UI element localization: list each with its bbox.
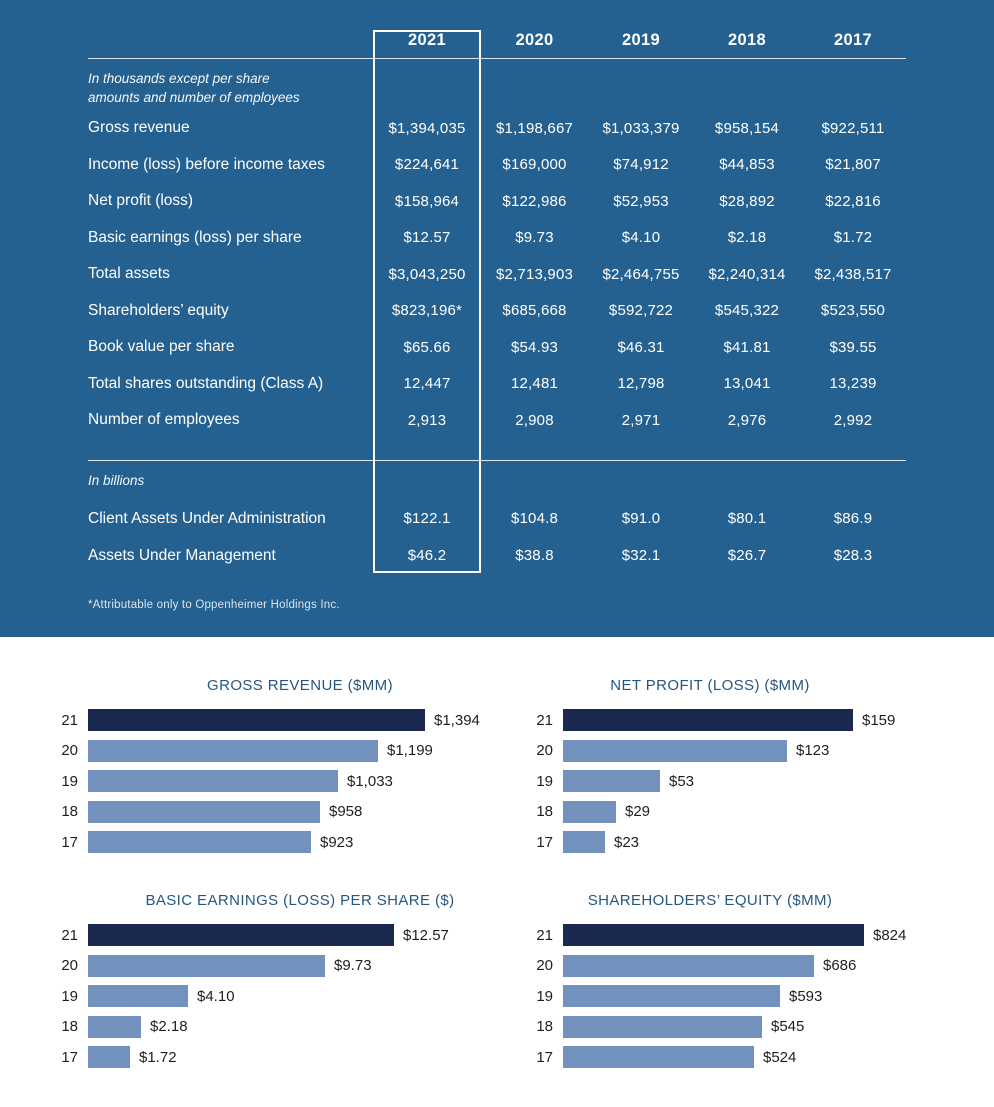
bar bbox=[88, 985, 188, 1007]
section-divider-line bbox=[88, 460, 906, 461]
cell-value: $1,394,035 bbox=[388, 119, 466, 137]
cell-value: $592,722 bbox=[608, 302, 674, 320]
bar-value-label: $12.57 bbox=[403, 926, 449, 944]
bar-value-label: $824 bbox=[873, 926, 907, 944]
chart-basic-eps bbox=[0, 892, 497, 1107]
table-row bbox=[88, 402, 906, 439]
cell-value: $685,668 bbox=[502, 302, 567, 320]
table-row bbox=[88, 147, 906, 184]
bar-row bbox=[0, 736, 497, 767]
bar-row bbox=[0, 705, 497, 736]
row-label: Book value per share bbox=[88, 338, 235, 356]
cell-value: $52,953 bbox=[613, 192, 669, 210]
row-label: Basic earnings (loss) per share bbox=[88, 228, 302, 246]
year-header-2019: 2019 bbox=[622, 31, 660, 49]
bar-value-label: $524 bbox=[763, 1048, 797, 1066]
cell-value: $44,853 bbox=[719, 156, 775, 174]
bar-row bbox=[497, 920, 994, 951]
bar bbox=[563, 831, 605, 853]
row-label: Net profit (loss) bbox=[88, 192, 194, 210]
cell-value: $21,807 bbox=[825, 156, 881, 174]
bar-row bbox=[497, 1012, 994, 1043]
cell-value: $122,986 bbox=[502, 192, 567, 210]
row-label: Shareholders’ equity bbox=[88, 301, 229, 319]
bar bbox=[88, 770, 338, 792]
bar-value-label: $2.18 bbox=[150, 1018, 188, 1036]
bar bbox=[563, 1046, 754, 1068]
bar bbox=[88, 924, 394, 946]
year-label: 17 bbox=[536, 833, 553, 851]
row-label: Total shares outstanding (Class A) bbox=[88, 374, 324, 392]
cell-value: $922,511 bbox=[821, 119, 885, 137]
cell-value: $545,322 bbox=[714, 302, 780, 320]
cell-value: $26.7 bbox=[727, 547, 767, 564]
cell-value: $86.9 bbox=[833, 510, 873, 527]
bar-row bbox=[497, 1042, 994, 1073]
bar-value-label: $923 bbox=[320, 833, 354, 851]
year-label: 19 bbox=[61, 987, 78, 1005]
cell-value: $104.8 bbox=[510, 510, 559, 527]
cell-value: 2,913 bbox=[407, 411, 447, 429]
year-label: 18 bbox=[536, 803, 553, 821]
bar bbox=[88, 1046, 130, 1068]
cell-value: $958,154 bbox=[714, 119, 780, 137]
cell-value: $46.2 bbox=[407, 547, 447, 564]
bar bbox=[88, 801, 320, 823]
header-spacer bbox=[88, 0, 373, 58]
chart-title: NET PROFIT (LOSS) ($MM) bbox=[610, 677, 810, 694]
section-gap bbox=[88, 439, 906, 461]
billions-rows-group bbox=[88, 500, 906, 574]
bar-row bbox=[497, 827, 994, 858]
cell-value: $91.0 bbox=[621, 510, 661, 527]
row-label: Assets Under Management bbox=[88, 546, 276, 564]
bar-value-label: $9.73 bbox=[334, 957, 372, 975]
bar-value-label: $686 bbox=[823, 957, 857, 975]
bar bbox=[563, 709, 853, 731]
bar-value-label: $29 bbox=[625, 803, 651, 821]
bar-row bbox=[0, 981, 497, 1012]
bar-value-label: $53 bbox=[669, 772, 695, 790]
bar-row bbox=[0, 766, 497, 797]
footnote: *Attributable only to Oppenheimer Holdings Inc. bbox=[88, 599, 340, 611]
cell-value: $1,198,667 bbox=[495, 119, 574, 137]
bar bbox=[563, 740, 787, 762]
cell-value: 12,798 bbox=[617, 375, 665, 393]
bar-value-label: $1,033 bbox=[347, 772, 393, 790]
cell-value: 2,992 bbox=[833, 411, 873, 429]
cell-value: 2,908 bbox=[515, 411, 554, 429]
bar-value-label: $123 bbox=[796, 742, 830, 760]
cell-value: $28.3 bbox=[833, 547, 873, 564]
cell-value: $2,438,517 bbox=[814, 265, 892, 283]
year-label: 21 bbox=[61, 926, 78, 944]
year-label: 18 bbox=[61, 1018, 78, 1036]
bar-value-label: $159 bbox=[862, 711, 896, 729]
in-billions-label: In billions bbox=[88, 472, 145, 488]
bar-row bbox=[497, 797, 994, 828]
bar-value-label: $593 bbox=[789, 987, 823, 1005]
bar-value-label: $23 bbox=[614, 833, 640, 851]
bar-value-label: $545 bbox=[771, 1018, 805, 1036]
units-note: In thousands except per share amounts and number of employees bbox=[88, 71, 300, 105]
chart-title: BASIC EARNINGS (LOSS) PER SHARE ($) bbox=[145, 892, 455, 909]
cell-value: $122.1 bbox=[403, 510, 451, 527]
bar bbox=[563, 924, 864, 946]
bar bbox=[563, 1016, 762, 1038]
cell-value: $3,043,250 bbox=[388, 265, 466, 283]
table-row bbox=[88, 293, 906, 330]
bar-value-label: $1,199 bbox=[387, 742, 433, 760]
row-label: Total assets bbox=[88, 265, 170, 283]
bar bbox=[563, 801, 616, 823]
cell-value: $169,000 bbox=[502, 156, 567, 174]
cell-value: $46.31 bbox=[617, 338, 665, 356]
bar bbox=[563, 770, 660, 792]
bar-row bbox=[497, 705, 994, 736]
cell-value: 2,971 bbox=[621, 411, 661, 429]
bar bbox=[88, 709, 425, 731]
bar-row bbox=[497, 981, 994, 1012]
cell-value: $22,816 bbox=[825, 192, 881, 210]
bar bbox=[88, 831, 311, 853]
year-label: 19 bbox=[536, 772, 553, 790]
bar-row bbox=[0, 951, 497, 982]
bar bbox=[88, 1016, 141, 1038]
cell-value: 12,447 bbox=[403, 375, 451, 393]
cell-value: $823,196* bbox=[391, 302, 463, 320]
cell-value: $38.8 bbox=[515, 547, 554, 564]
table-row bbox=[88, 183, 906, 220]
cell-value: $224,641 bbox=[394, 156, 460, 174]
bar-row bbox=[0, 797, 497, 828]
cell-value: 2,976 bbox=[727, 411, 767, 429]
year-label: 17 bbox=[61, 833, 78, 851]
bar bbox=[88, 740, 378, 762]
cell-value: $54.93 bbox=[510, 338, 559, 356]
year-label: 21 bbox=[536, 711, 553, 729]
row-label: Gross revenue bbox=[88, 119, 190, 137]
year-label: 19 bbox=[61, 772, 78, 790]
table-row bbox=[88, 366, 906, 403]
cell-value: $2.18 bbox=[727, 229, 767, 247]
year-header-2017: 2017 bbox=[834, 31, 872, 49]
charts-grid bbox=[0, 637, 994, 1107]
bar-value-label: $1,394 bbox=[434, 711, 480, 729]
year-label: 21 bbox=[536, 926, 553, 944]
cell-value: $65.66 bbox=[403, 338, 451, 356]
bar-row bbox=[497, 766, 994, 797]
cell-value: 12,481 bbox=[510, 375, 559, 393]
bar-row bbox=[0, 1012, 497, 1043]
table-row bbox=[88, 220, 906, 257]
bar bbox=[563, 985, 780, 1007]
year-header-2020: 2020 bbox=[515, 31, 554, 49]
bar-row bbox=[0, 920, 497, 951]
cell-value: $1.72 bbox=[833, 229, 873, 247]
row-label: Client Assets Under Administration bbox=[88, 509, 326, 527]
year-header-row bbox=[88, 0, 906, 58]
year-label: 21 bbox=[61, 711, 78, 729]
bar bbox=[563, 955, 814, 977]
thousands-rows-group bbox=[88, 110, 906, 439]
cell-value: $9.73 bbox=[515, 229, 554, 247]
units-note-row bbox=[88, 58, 906, 110]
cell-value: $28,892 bbox=[719, 192, 775, 210]
year-label: 19 bbox=[536, 987, 553, 1005]
cell-value: $41.81 bbox=[723, 338, 771, 356]
chart-gross-revenue bbox=[0, 677, 497, 892]
year-header-2021: 2021 bbox=[408, 31, 446, 49]
bar-row bbox=[497, 736, 994, 767]
table-row bbox=[88, 329, 906, 366]
chart-shareholders-equity bbox=[497, 892, 994, 1107]
table-row bbox=[88, 256, 906, 293]
year-label: 20 bbox=[536, 742, 553, 760]
year-label: 18 bbox=[536, 1018, 553, 1036]
row-label: Number of employees bbox=[88, 411, 240, 429]
cell-value: $523,550 bbox=[820, 302, 886, 320]
cell-value: 13,239 bbox=[829, 375, 877, 393]
bar-row bbox=[497, 951, 994, 982]
year-label: 18 bbox=[61, 803, 78, 821]
cell-value: $2,240,314 bbox=[708, 265, 786, 283]
cell-value: 13,041 bbox=[723, 375, 771, 393]
bar-row bbox=[0, 1042, 497, 1073]
chart-title: SHAREHOLDERS’ EQUITY ($MM) bbox=[587, 892, 833, 909]
table-row bbox=[88, 500, 906, 537]
year-header-2018: 2018 bbox=[728, 31, 766, 49]
cell-value: $2,713,903 bbox=[495, 265, 574, 283]
cell-value: $4.10 bbox=[621, 229, 661, 247]
year-label: 20 bbox=[61, 742, 78, 760]
chart-net-profit bbox=[497, 677, 994, 892]
cell-value: $1,033,379 bbox=[602, 119, 680, 137]
cell-value: $32.1 bbox=[621, 547, 661, 564]
bar bbox=[88, 955, 325, 977]
cell-value: $2,464,755 bbox=[602, 265, 680, 283]
in-billions-row bbox=[88, 460, 906, 500]
year-label: 20 bbox=[536, 957, 553, 975]
cell-value: $39.55 bbox=[829, 338, 877, 356]
bar-value-label: $1.72 bbox=[139, 1048, 177, 1066]
year-label: 17 bbox=[536, 1048, 553, 1066]
bar-value-label: $4.10 bbox=[197, 987, 235, 1005]
cell-value: $12.57 bbox=[403, 229, 451, 247]
year-label: 17 bbox=[61, 1048, 78, 1066]
header-divider-line bbox=[88, 58, 906, 59]
cell-value: $158,964 bbox=[394, 192, 460, 210]
cell-value: $80.1 bbox=[727, 510, 767, 527]
table-row bbox=[88, 110, 906, 147]
cell-value: $74,912 bbox=[613, 156, 669, 174]
bar-value-label: $958 bbox=[329, 803, 363, 821]
bar-row bbox=[0, 827, 497, 858]
year-label: 20 bbox=[61, 957, 78, 975]
table-row bbox=[88, 537, 906, 574]
row-label: Income (loss) before income taxes bbox=[88, 155, 325, 173]
chart-title: GROSS REVENUE ($MM) bbox=[207, 677, 393, 694]
